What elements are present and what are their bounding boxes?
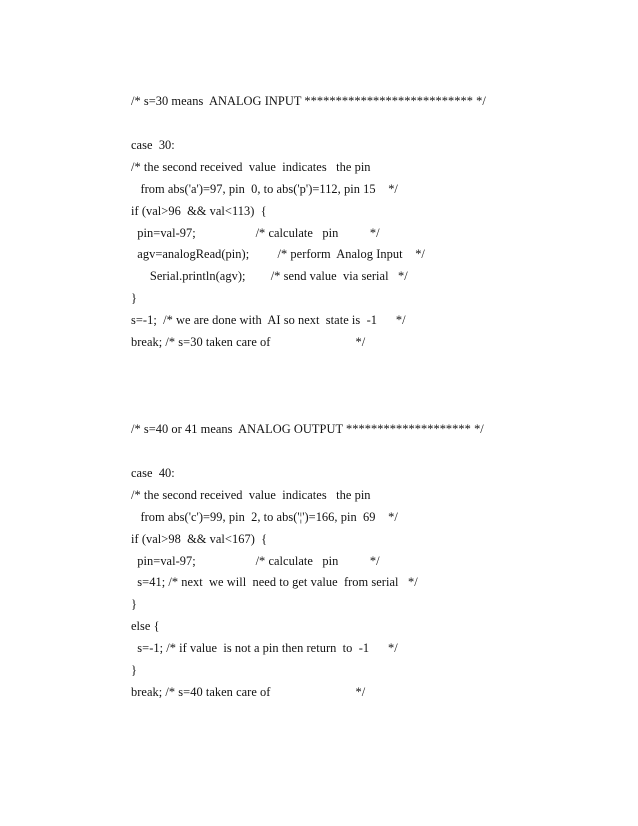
code-line-close-brace: }	[131, 291, 137, 305]
code-line-state-reset: s=-1; /* if value is not a pin then return to -1 */	[131, 641, 398, 655]
code-line-else: else {	[131, 619, 160, 633]
code-line-pin-calc: pin=val-97; /* calculate pin */	[131, 226, 380, 240]
code-line-comment-s30: /* s=30 means ANALOG INPUT *************************** */	[131, 94, 486, 108]
code-line-state-reset: s=-1; /* we are done with AI so next state is -1 */	[131, 313, 406, 327]
code-line-comment-second-value: /* the second received value indicates the pin	[131, 160, 371, 174]
code-line-comment-s40: /* s=40 or 41 means ANALOG OUTPUT ******************** */	[131, 422, 484, 436]
code-line-state-41: s=41; /* next we will need to get value from serial */	[131, 575, 418, 589]
code-line-if: if (val>96 && val<113) {	[131, 204, 267, 218]
code-line-analog-read: agv=analogRead(pin); /* perform Analog Input */	[131, 247, 425, 261]
code-line-serial-println: Serial.println(agv); /* send value via serial */	[131, 269, 408, 283]
code-line-pin-calc: pin=val-97; /* calculate pin */	[131, 554, 380, 568]
code-line-close-brace: }	[131, 597, 137, 611]
code-line-break-s30: break; /* s=30 taken care of */	[131, 335, 366, 349]
code-line-comment-range: from abs('a')=97, pin 0, to abs('p')=112, pin 15 */	[131, 182, 398, 196]
code-line-break-s40: break; /* s=40 taken care of */	[131, 685, 366, 699]
code-line-comment-second-value: /* the second received value indicates the pin	[131, 488, 371, 502]
code-line-close-brace: }	[131, 663, 137, 677]
code-line-if: if (val>98 && val<167) {	[131, 532, 268, 546]
code-line-case-40: case 40:	[131, 466, 175, 480]
code-line-case-30: case 30:	[131, 138, 175, 152]
code-line-comment-range: from abs('c')=99, pin 2, to abs('¦')=166, pin 69 */	[131, 510, 398, 524]
